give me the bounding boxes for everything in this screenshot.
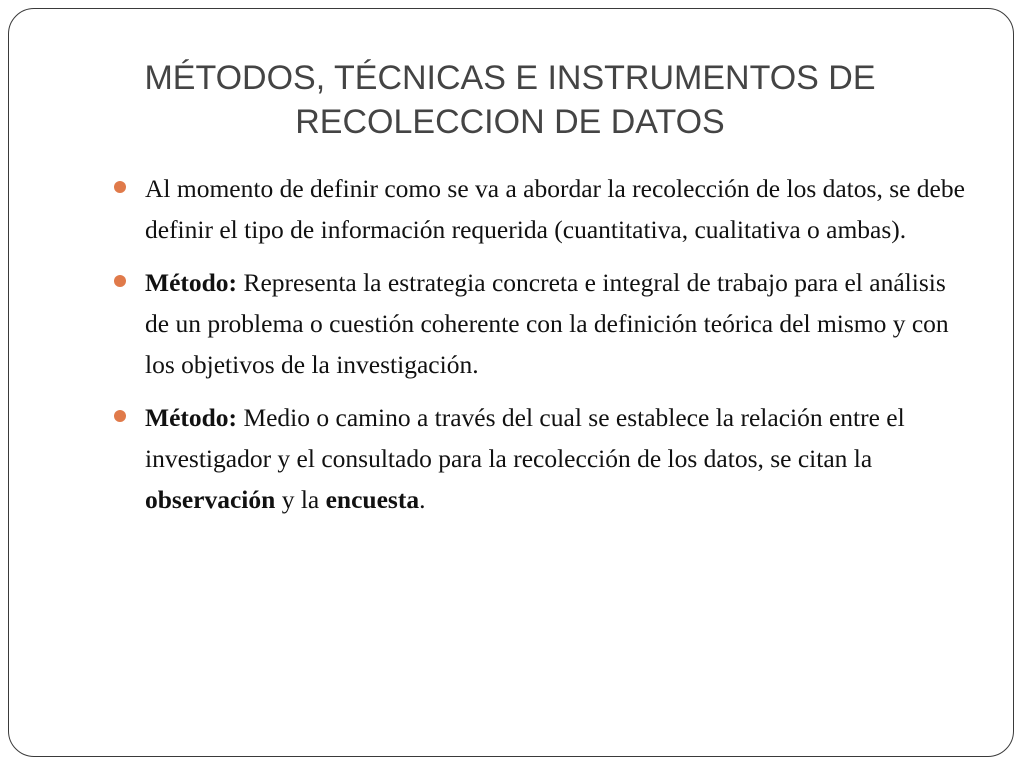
title-line-2: RECOLECCION DE DATOS [295, 103, 725, 141]
bullet-item-3 [112, 397, 967, 520]
bullet-item-2 [112, 262, 967, 385]
bullet-list [112, 168, 967, 532]
bullet-3-term: Método: [145, 403, 238, 432]
bullet-3-text-end: . [419, 485, 426, 514]
bullet-2-text: Representa la estrategia concreta e integral de trabajo para el análisis de un problema o cuestión coherente con la definición teórica del mismo y con los objetivos de la investigación. [145, 268, 949, 379]
bullet-3-text-before: Medio o camino a través del cual se establece la relación entre el investigador y el consultado para la recolección de los datos, se citan la [145, 403, 905, 473]
bullet-icon [114, 275, 126, 287]
bullet-3-emphasis-encuesta: encuesta [325, 485, 420, 514]
bullet-2-term: Método: [145, 268, 238, 297]
bullet-3-text-mid: y la [275, 485, 326, 514]
slide-title [60, 56, 960, 144]
bullet-3-emphasis-observacion: observación [145, 485, 276, 514]
bullet-1-text: Al momento de definir como se va a abordar la recolección de los datos, se debe definir el tipo de información requerida (cuantitativa, cualitativa o ambas). [145, 174, 965, 244]
title-line-1: MÉTODOS, TÉCNICAS E INSTRUMENTOS DE [144, 59, 876, 97]
bullet-item-1 [112, 168, 967, 250]
bullet-icon [114, 181, 126, 193]
bullet-icon [114, 410, 126, 422]
